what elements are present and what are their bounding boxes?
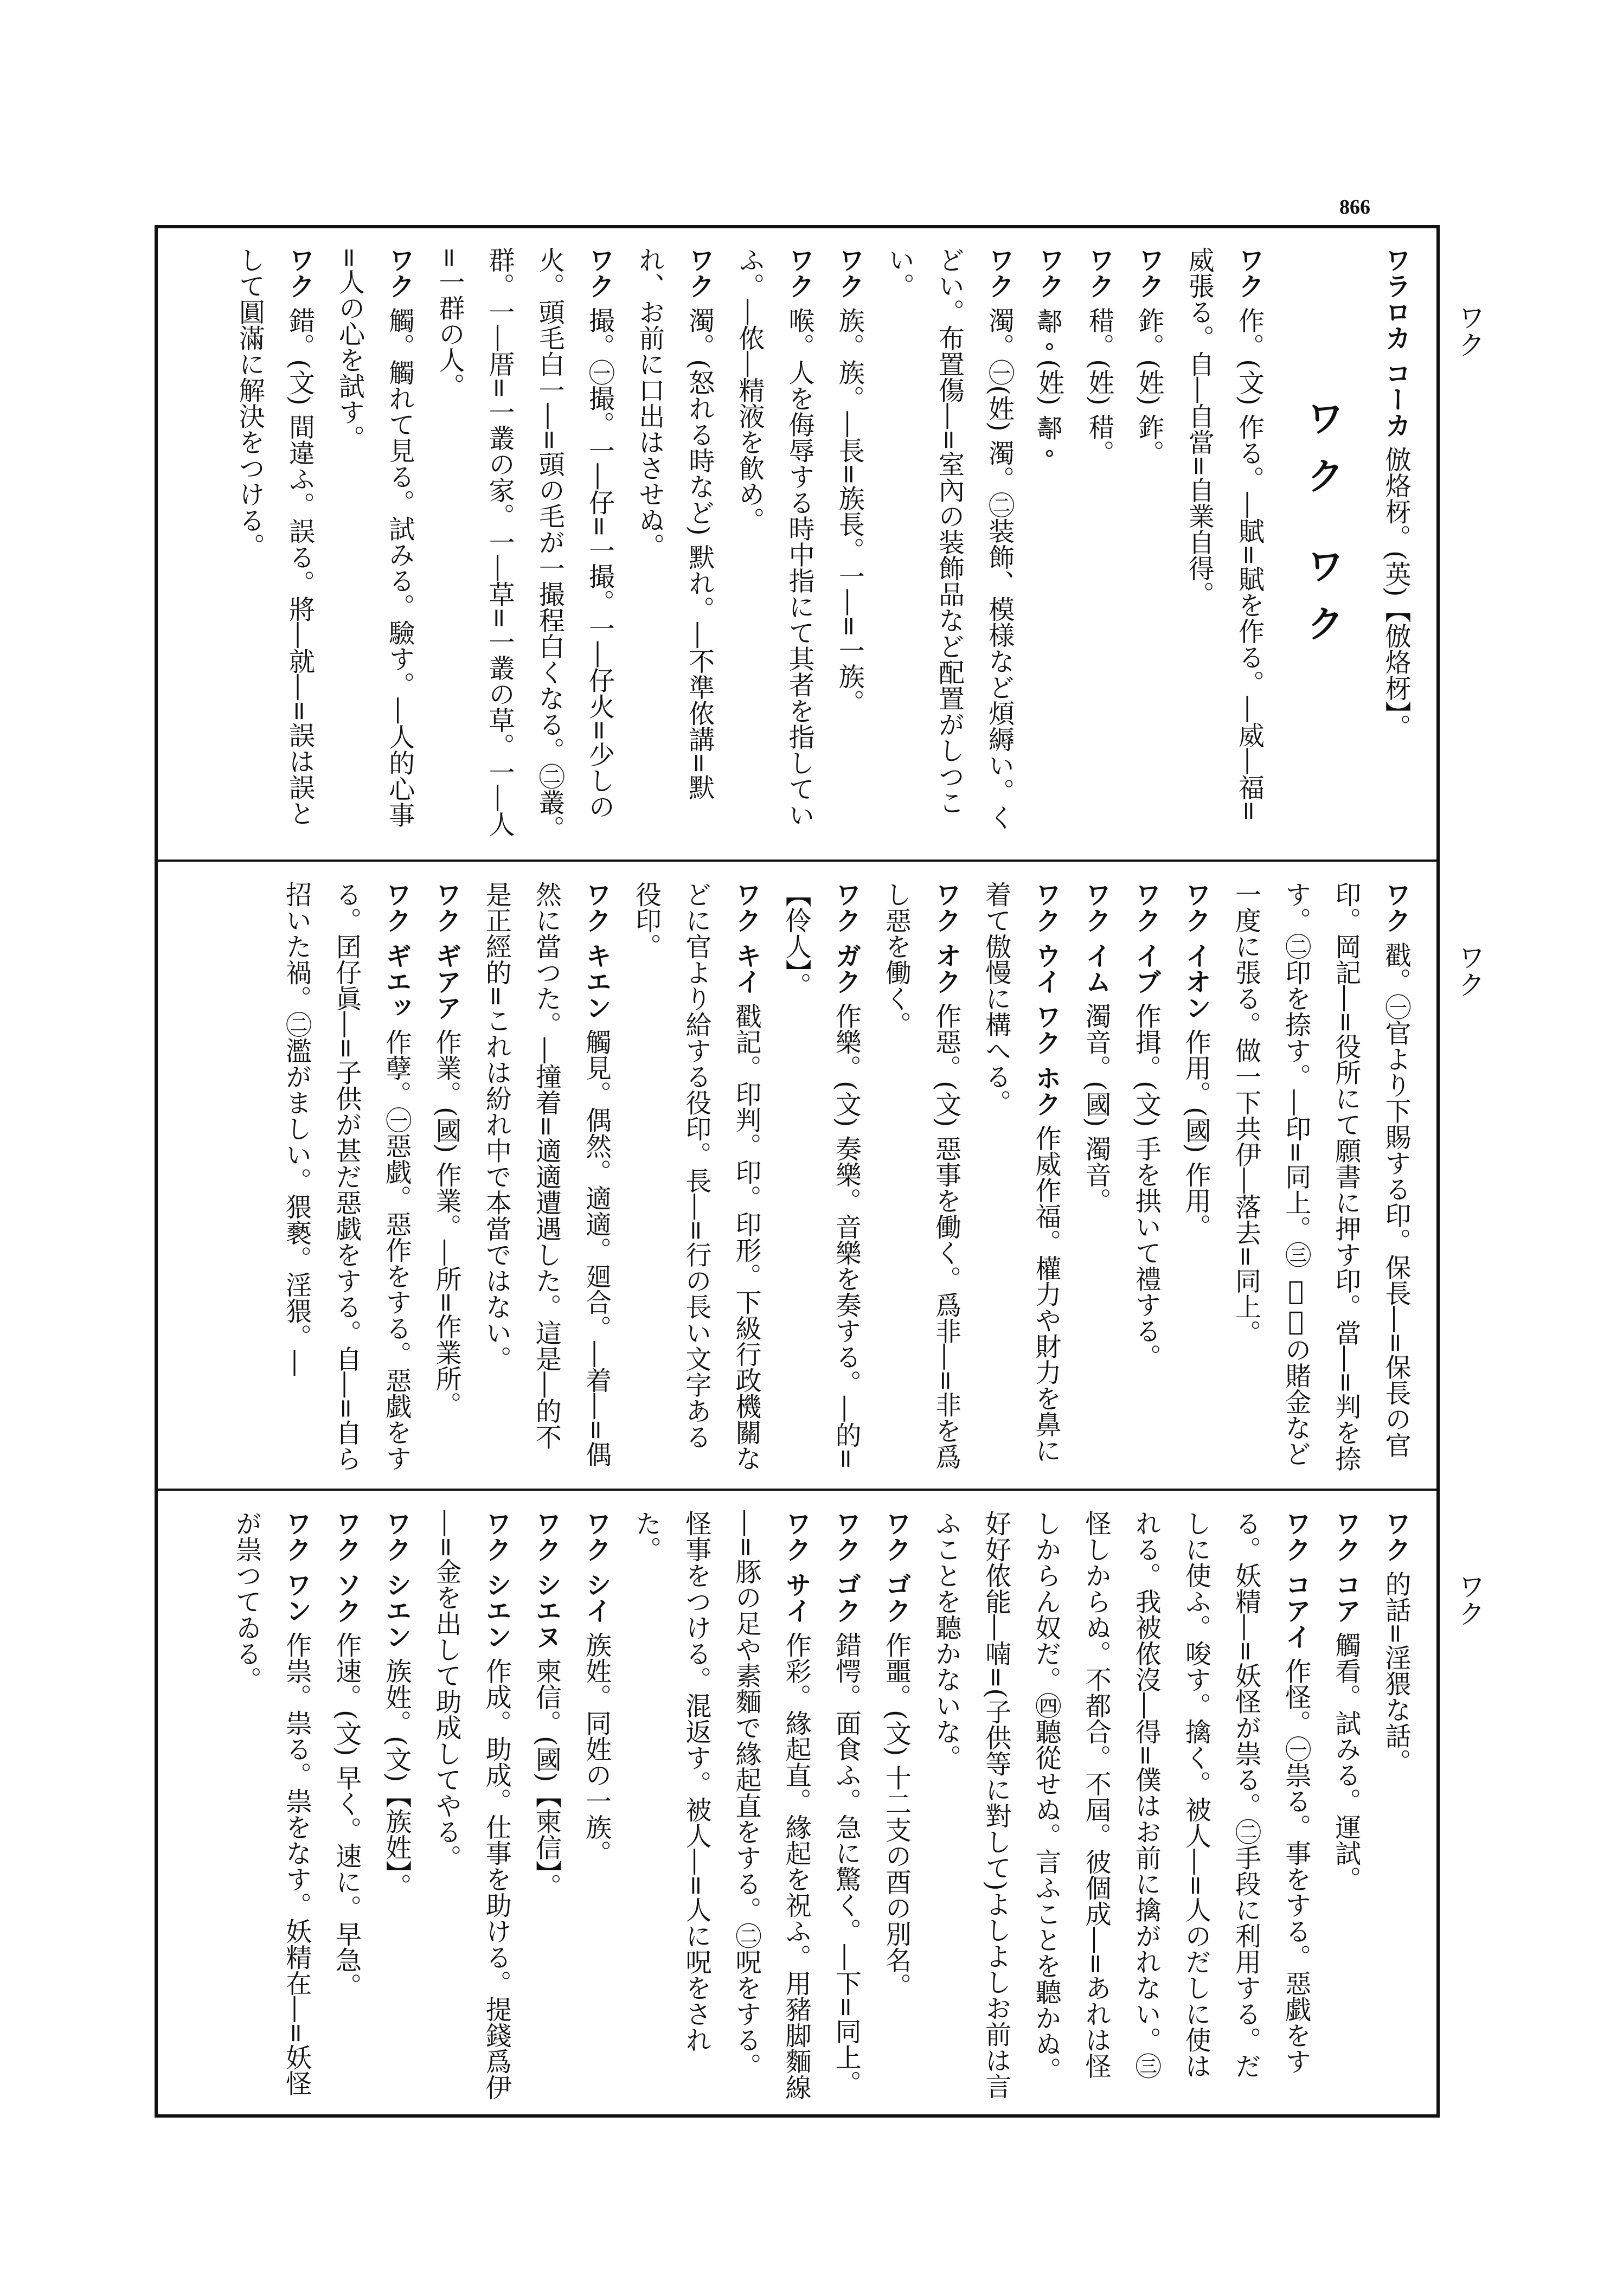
entry-definition: 倣烙枒。(英)【倣烙枒】。 bbox=[1381, 438, 1411, 740]
entry-definition: 族姓。(文)【族姓】。 bbox=[381, 1649, 412, 1900]
entry-headword: ワク サイ bbox=[781, 1510, 812, 1624]
dictionary-entry bbox=[621, 881, 771, 1472]
entry-headword: ワク bbox=[1034, 247, 1064, 299]
entry-headword: ワク bbox=[1381, 881, 1411, 933]
entry-headword: ワク コア bbox=[1330, 1510, 1361, 1624]
entry-headword: ワラロカ コーカ bbox=[1381, 247, 1411, 438]
entry-headword: ワク シエン bbox=[381, 1510, 412, 1650]
entry-definition: 柬信。(國)【柬信】。 bbox=[531, 1649, 562, 1900]
entry-definition: 作速。(文) 早く。速に。早急。 bbox=[331, 1623, 362, 1999]
dictionary-entry bbox=[1371, 1510, 1421, 2101]
entry-headword: ワク bbox=[1381, 1510, 1411, 1562]
dictionary-entry bbox=[425, 247, 625, 843]
entry-definition: 喉。人を侮辱する時中指にて其者を指していふ。―侬―精液を飮め。 bbox=[734, 247, 815, 828]
entry-headword: ワク ソク bbox=[331, 1510, 362, 1624]
dictionary-entry bbox=[1121, 881, 1171, 1472]
entry-definition: 作用。(國) 作用。 bbox=[1181, 1020, 1211, 1240]
dictionary-entry bbox=[421, 1510, 521, 2101]
entry-definition: 作業。(國) 作業。―所=作業所。 bbox=[431, 1020, 462, 1418]
entry-headword: ワク キエン bbox=[581, 881, 612, 1021]
entry-headword: ワク bbox=[984, 247, 1015, 299]
entry-headword: ワク bbox=[1234, 247, 1265, 299]
dictionary-entry bbox=[1074, 247, 1124, 843]
dictionary-entry bbox=[1071, 881, 1121, 1472]
entry-definition: 作威作福。權力や財力を鼻に着て傲慢に構へる。 bbox=[980, 881, 1061, 1464]
entry-headword: ワク bbox=[384, 247, 415, 299]
tier-divider-2 bbox=[155, 1489, 1440, 1491]
dictionary-entry bbox=[1371, 247, 1421, 843]
section-title: ワク ワク bbox=[1300, 399, 1345, 662]
dictionary-entry bbox=[1174, 247, 1274, 843]
entry-headword: ワク bbox=[1083, 247, 1114, 299]
entry-headword: ワク bbox=[1134, 247, 1165, 299]
entry-definition: 𨞪。(姓) 𨞪。 bbox=[1034, 299, 1064, 466]
entry-definition: 濁。㊀(姓) 濁。㊁装飾、模様など煩縟い。くどい。布置傷―=室內の装飾品など配置がしつこい。 bbox=[884, 247, 1015, 830]
dictionary-entry bbox=[971, 881, 1071, 1472]
entry-headword: ワク イブ bbox=[1131, 881, 1162, 995]
entry-headword: ワク イオン bbox=[1181, 881, 1211, 1021]
tier-divider-1 bbox=[155, 860, 1440, 862]
entry-definition: 戳。㊀官より下賜する印。保長―=保長の官印。岡記―=役所にて願書に押す印。當―=判を捺す。㊁印を捺す。―印=同上。㊂ 𢷄博の賭金など一度に張る。做一下共伊―落去=同上。 bbox=[1230, 881, 1411, 1472]
entry-definition: 稓。(姓) 稓。 bbox=[1083, 299, 1114, 466]
dictionary-entry bbox=[624, 247, 724, 843]
entry-definition: 作惡。(文) 惡事を働く。爲非―=非を爲し惡を働く。 bbox=[881, 881, 961, 1470]
entry-definition: 族。族。―長=族長。一―=一族。 bbox=[834, 299, 865, 715]
band-label-tier1: ワク bbox=[1454, 304, 1485, 358]
dictionary-entry bbox=[571, 1510, 621, 2101]
dictionary-tier-2 bbox=[174, 881, 1421, 1472]
entry-headword: ワク bbox=[584, 247, 615, 299]
entry-definition: 作怪。㊀祟る。事をする。惡戯をする。妖精―=妖怪が祟る。㊁手段に利用する。だしに使ふ。唆す。擒く。被人―=人のだしに使はれる。我被侬沒―得=僕はお前に擒がれない。㊂怪しからぬ。不都合。不屆。彼個成―=あれは怪しからん奴だ。㊃聽從せぬ。言ふことを聽かぬ。好好侬能―喃=(子供等に對して)よしよしお前は言ふことを聽かないな。 bbox=[931, 1510, 1311, 2099]
entry-headword: ワク ゴク bbox=[831, 1510, 862, 1624]
dictionary-tier-3 bbox=[174, 1510, 1421, 2101]
entry-definition: 鈼。(姓) 鈼。 bbox=[1134, 299, 1165, 466]
dictionary-entry bbox=[322, 1510, 371, 2101]
dictionary-entry bbox=[821, 1510, 871, 2101]
entry-definition: 族姓。同姓の一族。 bbox=[581, 1623, 612, 1866]
entry-definition: 濁。(怒れる時など) 默れ。―不準侬講=默れ、お前に口出はさせぬ。 bbox=[634, 247, 715, 800]
entry-headword: ワク オク bbox=[931, 881, 961, 995]
entry-headword: ワク ガク bbox=[831, 881, 862, 995]
dictionary-entry bbox=[521, 1510, 571, 2101]
entry-headword: ワク ギアア bbox=[431, 881, 462, 1021]
entry-definition: 濁音。(國) 濁音。 bbox=[1081, 994, 1112, 1214]
dictionary-entry bbox=[421, 881, 471, 1472]
page-number: 866 bbox=[1339, 196, 1370, 219]
dictionary-entry bbox=[771, 881, 871, 1472]
dictionary-entry bbox=[824, 247, 874, 843]
entry-headword: ワク イム bbox=[1081, 881, 1112, 995]
entry-headword: ワク ギエッ bbox=[381, 881, 412, 1021]
band-label-tier2: ワク bbox=[1454, 944, 1485, 998]
entry-definition: 戳記。印判。印。印形。下級行政機關などに官より給する役印。長―=行の長い文字ある役印。 bbox=[631, 881, 761, 1471]
dictionary-entry bbox=[621, 1510, 822, 2101]
entry-headword: ワク bbox=[784, 247, 815, 299]
dictionary-entry bbox=[224, 247, 324, 843]
entry-headword: ワク bbox=[684, 247, 715, 299]
entry-definition: 作孽。㊀惡戯。惡作をする。惡戯をする。囝仔眞―=子供が甚だ惡戯をする。自―=自ら招いた禍。㊁濫がましい。猥褻。淫猥。― bbox=[281, 881, 412, 1472]
dictionary-entry bbox=[1221, 881, 1421, 1472]
entry-definition: 作祟。祟る。祟をなす。妖精在―=妖怪が祟つてゐる。 bbox=[231, 1510, 312, 2096]
dictionary-entry bbox=[324, 247, 424, 843]
entry-definition: 觸看。試みる。運試。 bbox=[1330, 1623, 1361, 1892]
entry-headword: ワク ワン bbox=[281, 1510, 312, 1624]
entry-headword: ワク キイ bbox=[730, 881, 761, 995]
entry-definition: 的話=淫猥な話。 bbox=[1381, 1562, 1411, 1775]
dictionary-entry bbox=[874, 247, 1024, 843]
entry-headword: ワク ウイ ワク ホク bbox=[1030, 881, 1061, 1117]
entry-definition: 作彩。緣起直。緣起を祝ふ。用豬脚麵線―=豚の足や素麵で緣起直をする。㊁呪をする。怪事をつける。混返す。被人―=人に呪をされた。 bbox=[631, 1510, 812, 2100]
dictionary-tier-1 bbox=[174, 247, 1421, 843]
dictionary-entry bbox=[1171, 881, 1221, 1472]
dictionary-entry bbox=[1024, 247, 1074, 843]
entry-definition: 錯。(文) 間違ふ。誤る。將―就―=誤は誤として圓滿に解決をつける。 bbox=[234, 247, 315, 826]
entry-definition: 撮。㊀撮。一―仔=一撮。一―仔火=少しの火。頭毛白一―=頭の毛が一撮程白くなる。㊁叢。群。一―厝=一叢の家。一―草=一叢の草。一―人=一群の人。 bbox=[434, 247, 615, 842]
entry-definition: 錯愕。面食ふ。急に驚く。―下=同上。 bbox=[831, 1623, 862, 2096]
dictionary-entry bbox=[724, 247, 824, 843]
entry-definition: 作揖。(文) 手を拱いて禮する。 bbox=[1131, 994, 1162, 1370]
entry-definition: 作樂。(文) 奏樂。音樂を奏する。―的=【伶人】。 bbox=[781, 881, 862, 1470]
entry-headword: ワク シエン bbox=[481, 1510, 512, 1650]
entry-definition: 作。(文) 作る。―賦=賦を作る。―威―福=威張る。自―自當=自業自得。 bbox=[1184, 247, 1265, 822]
entry-headword: ワク ゴク bbox=[881, 1510, 912, 1624]
entry-definition: 觸見。偶然。適適。廻合。―着―=偶然に當つた。―撞着=適適遭遇した。這是―的不是正經的=これは紛れ中で本當ではない。 bbox=[481, 881, 612, 1467]
dictionary-entry bbox=[471, 881, 621, 1472]
dictionary-entry bbox=[221, 1510, 321, 2101]
dictionary-entry bbox=[1124, 247, 1174, 843]
entry-definition: 作成。助成。仕事を助ける。提錢爲伊―=金を出して助成してやる。 bbox=[431, 1510, 512, 2100]
entry-definition: 觸。觸れて見る。試みる。驗す。―人的心事=人の心を試す。 bbox=[334, 247, 415, 828]
band-label-tier3: ワク bbox=[1454, 1573, 1485, 1627]
entry-headword: ワク bbox=[834, 247, 865, 299]
dictionary-entry bbox=[1321, 1510, 1371, 2101]
entry-headword: ワク シエヌ bbox=[531, 1510, 562, 1650]
dictionary-entry bbox=[371, 1510, 421, 2101]
dictionary-entry bbox=[921, 1510, 1320, 2101]
entry-headword: ワク bbox=[284, 247, 315, 299]
entry-headword: ワク コアイ bbox=[1280, 1510, 1311, 1650]
entry-headword: ワク シイ bbox=[581, 1510, 612, 1624]
dictionary-entry bbox=[871, 881, 971, 1472]
entry-definition: 作噩。(文) 十二支の酉の別名。 bbox=[881, 1623, 912, 1999]
dictionary-entry bbox=[271, 881, 421, 1472]
dictionary-entry bbox=[871, 1510, 921, 2101]
